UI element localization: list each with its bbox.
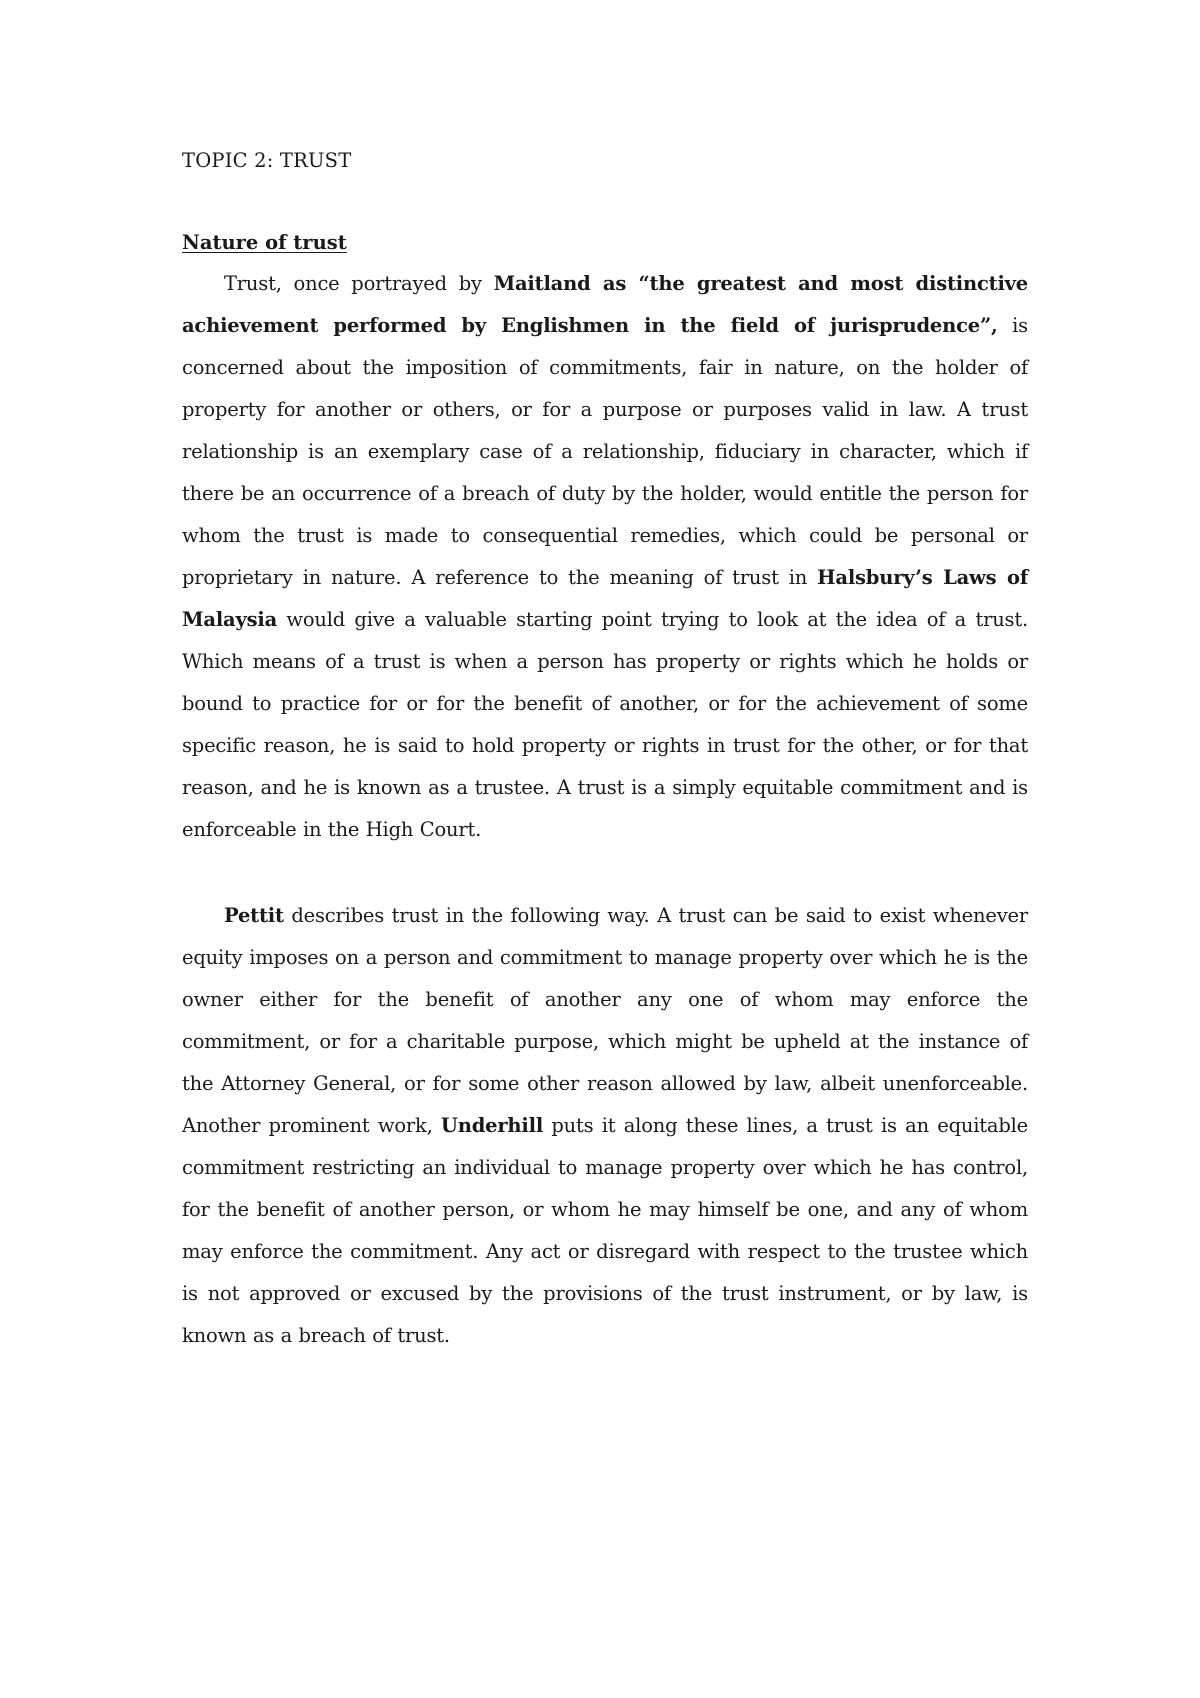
paragraph-2-text-1: describes trust in the following way. A trust can be said to exist whenever equity imposes on a person and commitment to manage property over which he is the owner either for the benefit of another any one of whom may enforce the commitment, or for a charitable purpose, which might be upheld at the instance of the Attorney General, or for some other reason allowed by law, albeit unenforceable. Another prominent work, <box>182 904 1028 1137</box>
section-heading: Nature of trust <box>182 231 347 254</box>
paragraph-2-text-2: puts it along these lines, a trust is an equitable commitment restricting an individual to manage property over which he has control, for the benefit of another person, or whom he may himself be one, and any of whom may enforce the commitment. Any act or disregard with respect to the trustee which is not approved or excused by the provisions of the trust instrument, or by law, is known as a breach of trust. <box>182 1114 1028 1347</box>
paragraph-1-halsbury-reference: Halsbury’s Laws of Malaysia <box>182 566 1029 631</box>
paragraph-2-underhill: Underhill <box>440 1114 544 1137</box>
paragraph-1-text-1: Trust, once portrayed by <box>224 272 494 295</box>
paragraph-1-text-3: would give a valuable starting point trying to look at the idea of a trust. Which means of a trust is when a person has property or rights which he holds or bound to practice for or for the benefit of another, or for the achievement of some specific reason, he is said to hold property or rights in trust for the other, or for that reason, and he is known as a trustee. A trust is a simply equitable commitment and is enforceable in the High Court. <box>182 608 1028 841</box>
document-body <box>182 141 1028 1357</box>
paragraph-2 <box>182 895 1028 1357</box>
paragraph-1-maitland-quote: Maitland as “the greatest and most distinctive achievement performed by Englishmen in the field of jurisprudence”, <box>182 272 1028 337</box>
topic-title: TOPIC 2: TRUST <box>182 149 352 172</box>
paragraph-2-pettit: Pettit <box>224 904 284 927</box>
paragraph-1 <box>182 263 1028 851</box>
paragraph-1-text-2: is concerned about the imposition of commitments, fair in nature, on the holder of property for another or others, or for a purpose or purposes valid in law. A trust relationship is an exemplary case of a relationship, fiduciary in character, which if there be an occurrence of a breach of duty by the holder, would entitle the person for whom the trust is made to consequential remedies, which could be personal or proprietary in nature. A reference to the meaning of trust in <box>182 314 1028 589</box>
